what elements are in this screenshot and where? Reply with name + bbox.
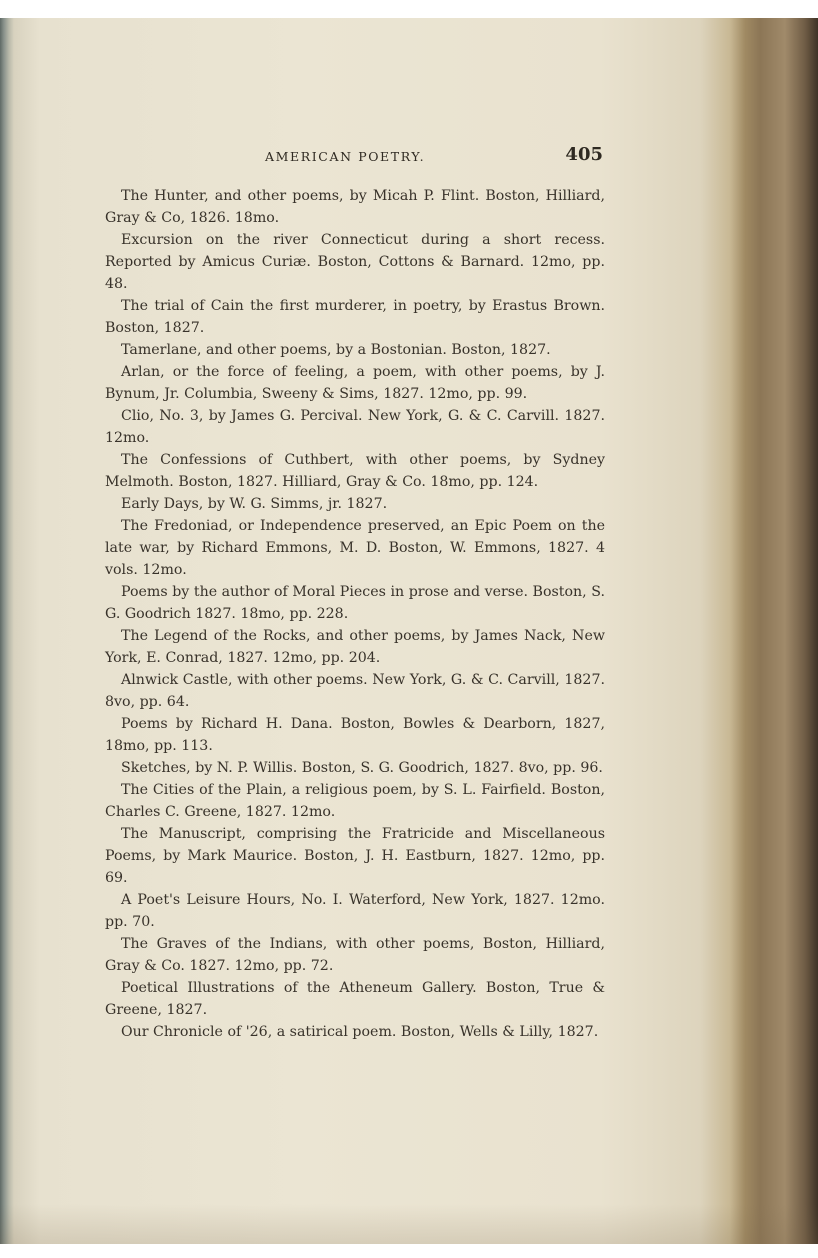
bibliography-entry: The Hunter, and other poems, by Micah P. Flint. Boston, Hilliard, Gray & Co, 1826. 18mo. [105, 188, 605, 226]
bibliography-entry: A Poet's Leisure Hours, No. I. Waterford, New York, 1827. 12mo. pp. 70. [105, 892, 605, 930]
bibliography-list [105, 185, 605, 1043]
bibliography-entry: Arlan, or the force of feeling, a poem, with other poems, by J. Bynum, Jr. Columbia, Sweeny & Sims, 1827. 12mo, pp. 99. [105, 364, 605, 402]
bibliography-entry: The Fredoniad, or Independence preserved, an Epic Poem on the late war, by Richard Emmons, M. D. Boston, W. Emmons, 1827. 4 vols. 12mo. [105, 518, 605, 578]
bibliography-entry: The trial of Cain the first murderer, in poetry, by Erastus Brown. Boston, 1827. [105, 298, 605, 336]
bibliography-entry: Tamerlane, and other poems, by a Bostonian. Boston, 1827. [121, 342, 551, 358]
scanned-page [0, 18, 818, 1244]
bibliography-entry: Sketches, by N. P. Willis. Boston, S. G. Goodrich, 1827. 8vo, pp. 96. [121, 760, 603, 776]
page-number: 405 [565, 144, 603, 165]
bibliography-entry: The Manuscript, comprising the Fratricide and Miscellaneous Poems, by Mark Maurice. Boston, J. H. Eastburn, 1827. 12mo, pp. 69. [105, 826, 605, 886]
bibliography-entry: The Legend of the Rocks, and other poems, by James Nack, New York, E. Conrad, 1827. 12mo, pp. 204. [105, 628, 605, 666]
bibliography-entry: Poems by Richard H. Dana. Boston, Bowles & Dearborn, 1827, 18mo, pp. 113. [105, 716, 605, 754]
bibliography-entry: Early Days, by W. G. Simms, jr. 1827. [121, 496, 388, 512]
bibliography-entry: Poetical Illustrations of the Atheneum Gallery. Boston, True & Greene, 1827. [105, 980, 605, 1018]
bibliography-entry: Clio, No. 3, by James G. Percival. New York, G. & C. Carvill. 1827. 12mo. [105, 408, 605, 446]
page-header [105, 144, 605, 170]
bibliography-entry: The Confessions of Cuthbert, with other poems, by Sydney Melmoth. Boston, 1827. Hilliard, Gray & Co. 18mo, pp. 124. [105, 452, 605, 490]
bibliography-entry: Poems by the author of Moral Pieces in prose and verse. Boston, S. G. Goodrich 1827. 18mo, pp. 228. [105, 584, 605, 622]
running-head: AMERICAN POETRY. [265, 149, 426, 164]
bibliography-entry: The Graves of the Indians, with other poems, Boston, Hilliard, Gray & Co. 1827. 12mo, pp. 72. [105, 936, 605, 974]
bibliography-entry: The Cities of the Plain, a religious poem, by S. L. Fairfield. Boston, Charles C. Greene, 1827. 12mo. [105, 782, 605, 820]
bibliography-entry: Alnwick Castle, with other poems. New York, G. & C. Carvill, 1827. 8vo, pp. 64. [105, 672, 605, 710]
book-page [0, 18, 818, 1244]
bibliography-entry: Our Chronicle of '26, a satirical poem. Boston, Wells & Lilly, 1827. [121, 1024, 599, 1040]
page-bottom-shadow [0, 1204, 818, 1244]
bibliography-entry: Excursion on the river Connecticut during a short recess. Reported by Amicus Curiæ. Boston, Cottons & Barnard. 12mo, pp. 48. [105, 232, 605, 292]
